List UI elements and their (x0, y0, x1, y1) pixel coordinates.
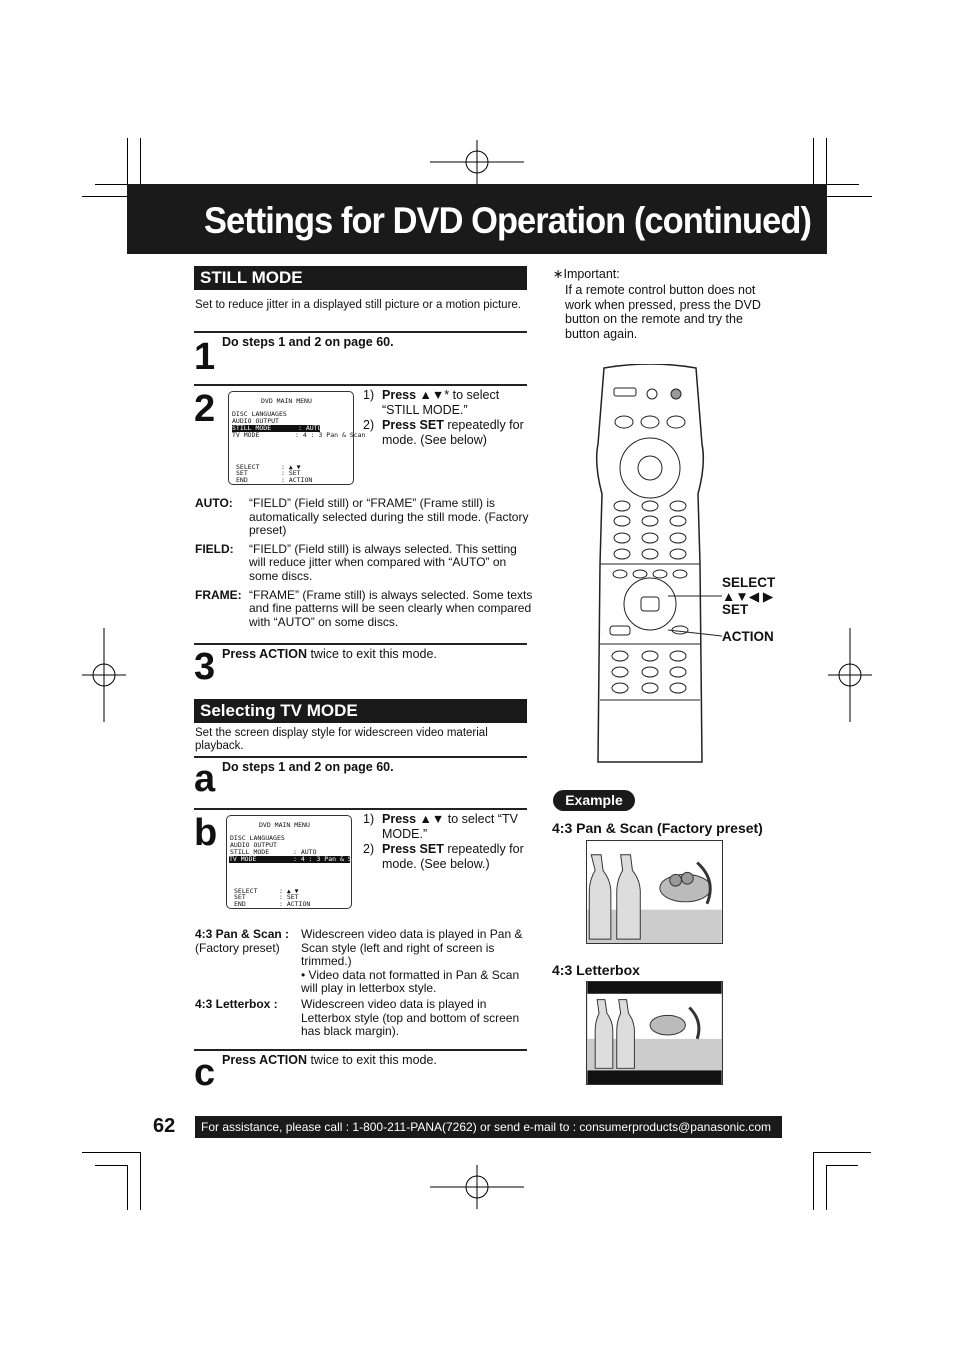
still-mode-options (195, 497, 535, 634)
important-text: If a remote control button does not work when pressed, press the DVD button on the remote and try the button again. (565, 283, 761, 341)
osd-highlight-row (229, 855, 364, 863)
instruction-number: 1) (363, 388, 375, 402)
osd-value: : 4 : 3 Pan & Scan (293, 855, 364, 863)
instruction-bold: Press ▲▼ (382, 812, 445, 826)
instruction-bold: Press ▲▼ (382, 388, 445, 402)
pan-scan-caption: 4:3 Pan & Scan (Factory preset) (552, 820, 763, 836)
still-mode-heading: STILL MODE (194, 266, 527, 290)
step-bold: Press ACTION (222, 647, 307, 661)
osd-item: TV MODE (232, 431, 260, 439)
osd-menu-screen (226, 815, 364, 909)
crop-mark (127, 1165, 128, 1210)
instruction-text: to select “TV MODE.” (382, 812, 518, 841)
osd-value: : 4 : 3 Pan & Scan (295, 431, 366, 439)
step-text: Do steps 1 and 2 on page 60. (222, 760, 394, 774)
step-number: a (194, 758, 216, 800)
divider (194, 808, 527, 810)
osd-item: SELECT (234, 887, 258, 895)
action-label: ACTION (722, 629, 774, 644)
step-number: 3 (194, 646, 216, 688)
osd-value: : SET (281, 469, 301, 477)
osd-item: AUDIO OUTPUT (232, 417, 279, 425)
crop-mark (82, 196, 127, 197)
divider (194, 756, 527, 758)
tv-mode-heading: Selecting TV MODE (194, 699, 527, 723)
step-number: 1 (194, 336, 216, 378)
registration-mark (430, 1165, 524, 1209)
osd-item: DISC LANGUAGES (230, 834, 285, 842)
osd-value: : SET (279, 893, 299, 901)
crop-mark (827, 196, 872, 197)
crop-mark (140, 1152, 141, 1210)
instruction-number: 2) (363, 842, 375, 856)
pointer-lines (668, 590, 724, 640)
select-label: SELECT (722, 575, 776, 590)
footer-bar: For assistance, please call : 1-800-211-PANA(7262) or send e-mail to : consumerproducts@panasonic.com (195, 1116, 782, 1138)
osd-item: SET (236, 469, 248, 477)
instruction-bold: Press SET (382, 418, 444, 432)
crop-mark (82, 1152, 140, 1153)
crop-mark (826, 1165, 827, 1210)
step-text: Do steps 1 and 2 on page 60. (222, 335, 394, 349)
divider (194, 1049, 527, 1051)
osd-menu-screen (228, 391, 366, 485)
osd-title: DVD MAIN MENU (259, 821, 310, 829)
instruction-number: 1) (363, 812, 375, 826)
set-label: SET (722, 602, 749, 617)
osd-item: STILL MODE (232, 424, 272, 432)
osd-value: : ▲ ▼ (281, 463, 301, 471)
option-subterm: (Factory preset) (195, 940, 280, 955)
crop-mark (813, 1152, 871, 1153)
option-term: 4:3 Letterbox : (195, 996, 278, 1011)
crop-mark (95, 1165, 127, 1166)
step-rest: twice to exit this mode. (306, 1053, 437, 1067)
osd-item: SET (234, 893, 246, 901)
page-number: 62 (153, 1115, 176, 1137)
instruction-text: repeatedly for mode. (See below.) (382, 842, 524, 871)
tv-mode-description: Set the screen display style for widescreen video material playback. (195, 727, 488, 752)
option-text: Widescreen video data is played in Letterbox style (top and bottom of screen has black margin). (301, 996, 520, 1039)
osd-item: END (236, 476, 248, 484)
still-mode-description: Set to reduce jitter in a displayed still picture or a motion picture. (195, 299, 521, 311)
crop-mark (827, 184, 859, 185)
letterbox-picture (586, 981, 723, 1085)
option-text: “FIELD” (Field still) is always selected. This setting will reduce jitter when compared with “AUTO” on some discs. (249, 541, 517, 583)
osd-value: : ACTION (281, 476, 313, 484)
osd-item: DISC LANGUAGES (232, 410, 287, 418)
example-badge: Example (553, 790, 635, 811)
instruction-text: * to select “STILL MODE.” (382, 388, 500, 417)
osd-item: TV MODE (229, 855, 257, 863)
instruction-bold: Press SET (382, 842, 444, 856)
osd-item: AUDIO OUTPUT (230, 841, 277, 849)
instruction-text: repeatedly for mode. (See below) (382, 418, 524, 447)
important-label: ∗Important: (553, 267, 620, 281)
divider (194, 331, 527, 333)
letterbox-caption: 4:3 Letterbox (552, 962, 640, 978)
divider (194, 643, 527, 645)
divider (194, 384, 527, 386)
step-bold: Press ACTION (222, 1053, 307, 1067)
instructions (363, 388, 533, 448)
osd-value: : AUTO (298, 424, 322, 432)
crop-mark (127, 138, 128, 184)
registration-mark (430, 140, 524, 184)
step-number: b (194, 812, 218, 854)
option-term: AUTO: (195, 496, 233, 510)
pan-scan-picture (586, 840, 723, 944)
step-text (222, 1053, 437, 1067)
option-text: “FIELD” (Field still) or “FRAME” (Frame still) is automatically selected during the still mode. (Factory preset) (249, 496, 529, 538)
step-rest: twice to exit this mode. (306, 647, 437, 661)
instruction-number: 2) (363, 418, 375, 432)
tv-mode-options (195, 928, 535, 1044)
option-text: Widescreen video data is played in Pan & Scan style (left and right of screen is trimmed.) (301, 927, 523, 969)
crop-mark (826, 138, 827, 184)
registration-mark (82, 628, 126, 722)
osd-item: END (234, 900, 246, 908)
crop-mark (813, 1152, 814, 1210)
osd-value: : AUTO (293, 848, 317, 856)
page-title: Settings for DVD Operation (continued) (204, 200, 811, 241)
osd-item: SELECT (236, 463, 260, 471)
step-number: c (194, 1052, 216, 1094)
option-term: FIELD: (195, 541, 234, 556)
option-text: “FRAME” (Frame still) is always selected. Some texts and fine patterns will be seen clearly when compared with “AUTO” on some discs. (249, 587, 533, 629)
option-term: FRAME: (195, 587, 242, 602)
step-number: 2 (194, 388, 216, 430)
osd-title: DVD MAIN MENU (261, 397, 312, 405)
osd-item: STILL MODE (230, 848, 270, 856)
select-arrows-label: ▲▼◀ ▶ (722, 589, 774, 604)
option-note: • Video data not formatted in Pan & Scan will play in letterbox style. (301, 967, 520, 996)
option-term: 4:3 Pan & Scan : (195, 927, 290, 941)
crop-mark (826, 1165, 858, 1166)
instructions (363, 812, 533, 872)
registration-mark (828, 628, 872, 722)
remote-control-illustration (594, 364, 706, 766)
step-text (222, 647, 437, 661)
osd-value: : ACTION (279, 900, 311, 908)
crop-mark (95, 184, 127, 185)
osd-value: : ▲ ▼ (279, 887, 299, 895)
